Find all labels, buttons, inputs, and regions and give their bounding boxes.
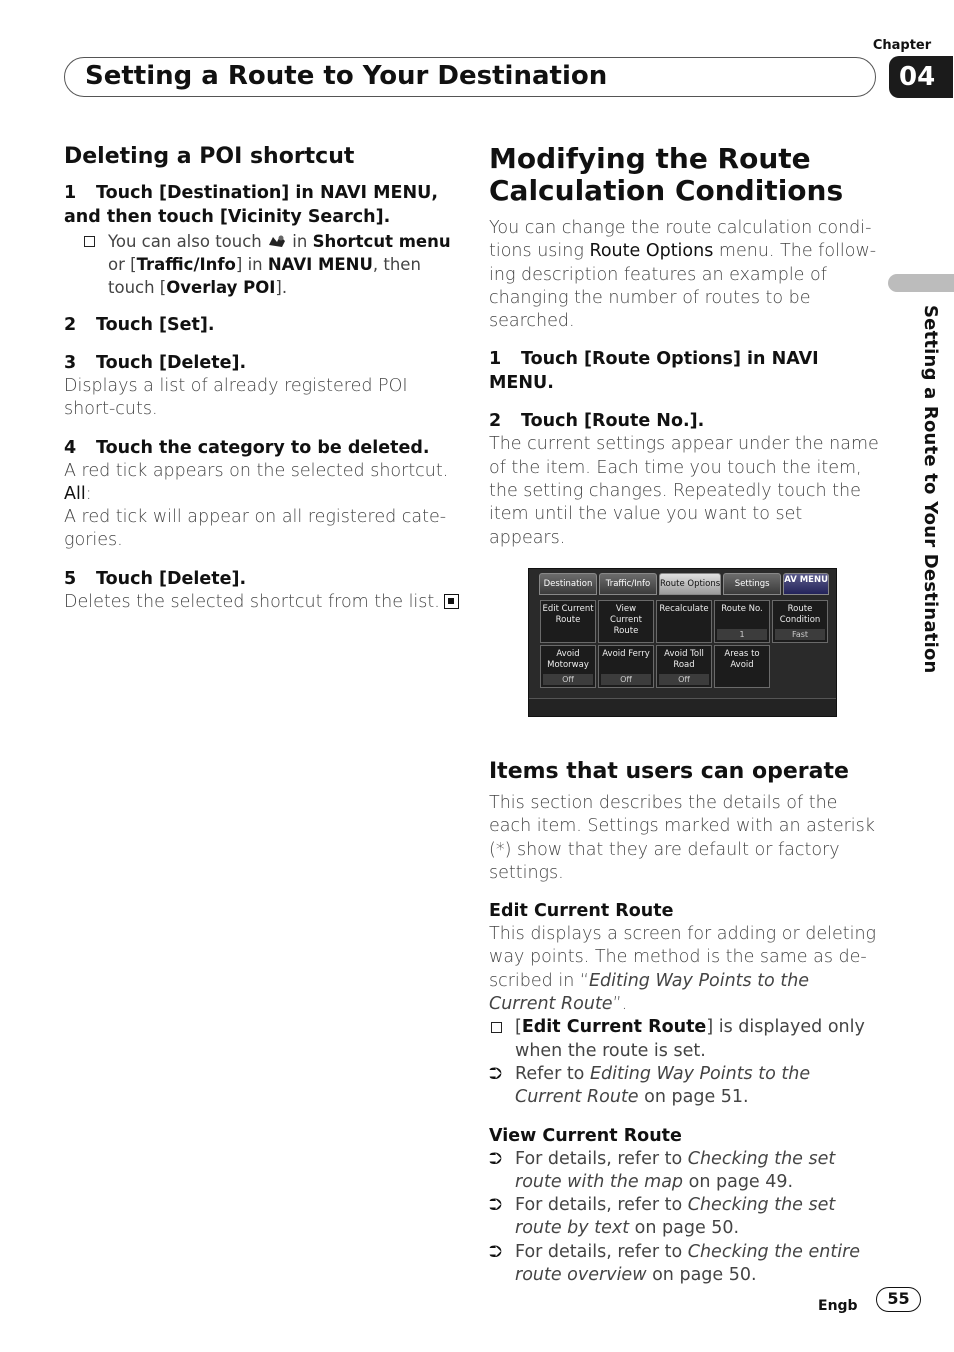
step-5-description-text: Deletes the selected shortcut from the list. (64, 591, 440, 612)
desc-italic-link: Editing Way Points to the Current Route (489, 970, 810, 1015)
desc-text: ”. (612, 994, 628, 1015)
intro-text: menu. The follow-ing description features an example of changing the number of routes to be searched. (489, 241, 877, 332)
step-text: Touch [Delete]. (96, 568, 247, 589)
step-text: Touch [Delete]. (96, 353, 247, 373)
edit-current-route-button[interactable] (540, 600, 596, 643)
section-title-items: Items that users can operate (489, 758, 849, 784)
ref-text: on page 50. (634, 1218, 740, 1239)
cell-value: Off (601, 674, 651, 685)
tab-route-options[interactable]: Route Options (659, 573, 721, 595)
view-route-reference (489, 1194, 879, 1241)
all-option-label: All (64, 483, 86, 504)
chapter-number-badge: 04 (889, 56, 953, 98)
ref-italic-link[interactable]: Editing Way Points to the Current Route (515, 1063, 811, 1108)
note-text: in (292, 232, 308, 251)
section-title-route-conditions: Modifying the Route Calculation Conditions (489, 142, 844, 207)
cell-label: View Current Route (610, 603, 642, 636)
step-number: 1 (64, 183, 77, 203)
language-code: Engb (818, 1298, 858, 1314)
note-text: or [ (108, 255, 137, 274)
tab-av-menu[interactable]: AV MENU (783, 573, 829, 595)
route-step-2 (489, 409, 879, 433)
step-text: Touch [Set]. (96, 315, 215, 335)
step-5-description (64, 591, 464, 614)
note-bold-shortcut-menu: Shortcut menu (312, 232, 451, 251)
reference-arrow-icon: ⮊ (489, 1195, 502, 1216)
ref-italic-link[interactable]: Checking the entire route overview (515, 1241, 861, 1286)
cell-label: Avoid Toll Road (664, 648, 704, 670)
edit-route-reference (489, 1063, 879, 1110)
section-end-icon (444, 594, 459, 609)
route-options-screenshot (528, 568, 837, 717)
note-text: [ (515, 1017, 522, 1038)
cell-label: Route No. (721, 603, 763, 614)
side-tab-marker (888, 274, 954, 292)
cell-value: 1 (717, 629, 767, 640)
cell-value: Fast (775, 629, 825, 640)
step-number: 3 (64, 353, 77, 373)
note-bold-overlay-poi: Overlay POI (166, 278, 276, 297)
left-column (64, 140, 464, 614)
items-description: This section describes the details of the each item. Settings marked with an asterisk (*) show that they are default or factory settings. (489, 792, 875, 883)
step-text: Touch [Route Options] in NAVI MENU. (489, 349, 819, 394)
note-bold: Edit Current Route (521, 1017, 707, 1038)
tab-traffic-info[interactable]: Traffic/Info (599, 573, 657, 595)
step-number: 5 (64, 568, 77, 589)
ref-text: Refer to (515, 1063, 585, 1084)
view-route-reference (489, 1241, 879, 1288)
step-5 (64, 567, 464, 591)
all-option-description: A red tick will appear on all registered cate-gories. (64, 507, 447, 551)
avoid-motorway-button[interactable] (540, 645, 596, 688)
cell-label: Avoid Ferry (602, 648, 650, 659)
note-text: ] in (235, 255, 263, 274)
avoid-ferry-button[interactable] (598, 645, 654, 688)
view-current-route-button[interactable] (598, 600, 654, 643)
cell-label: Areas to Avoid (724, 648, 760, 670)
avoid-toll-road-button[interactable] (656, 645, 712, 688)
step-number: 4 (64, 437, 77, 458)
step-2 (64, 313, 464, 337)
screenshot-bottom-bar (529, 698, 836, 716)
note-bold-navi-menu: NAVI MENU (267, 255, 373, 274)
view-current-route-heading: View Current Route (489, 1125, 682, 1146)
route-step-2-description: The current settings appear under the name of the item. Each time you touch the item, the setting changes. Repeatedly touch the item until the value you want to set appears. (489, 434, 879, 548)
reference-arrow-icon: ⮊ (489, 1063, 502, 1084)
recalculate-button[interactable] (656, 600, 712, 643)
route-step-1 (489, 347, 879, 395)
edit-current-route-heading: Edit Current Route (489, 901, 674, 922)
all-option-colon: : (85, 483, 92, 504)
ref-text: on page 49. (688, 1171, 794, 1192)
step-3-description: Displays a list of already registered POI short-cuts. (64, 376, 408, 420)
page-title-bar (64, 57, 876, 97)
note-checkbox-icon (491, 1022, 502, 1033)
tab-destination[interactable]: Destination (539, 573, 597, 595)
step-4-description: A red tick appears on the selected shortcut. (64, 460, 449, 481)
cell-label: Recalculate (659, 603, 709, 614)
step-4 (64, 436, 464, 460)
step-number: 2 (64, 315, 77, 335)
intro-bold-route-options: Route Options (589, 241, 714, 262)
ref-text: For details, refer to (515, 1241, 683, 1262)
step-text: Touch the category to be deleted. (96, 437, 430, 458)
cell-label: Route Condition (779, 603, 821, 625)
ref-italic-link[interactable]: Checking the set route by text (515, 1195, 836, 1239)
ref-text: For details, refer to (515, 1195, 683, 1216)
areas-to-avoid-button[interactable] (714, 645, 770, 688)
intro-paragraph (489, 217, 879, 333)
step-3 (64, 351, 464, 375)
note-text: ]. (275, 278, 288, 297)
page-number: 55 (876, 1287, 921, 1312)
all-option (64, 483, 464, 506)
desc-text: This displays a screen for adding or deleting way points. The method is the same as de-scribed in “ (489, 924, 877, 991)
step-number: 1 (489, 349, 502, 370)
note-text: ] is displayed only when the route is set. (515, 1017, 865, 1061)
cell-label: Edit Current Route (542, 603, 594, 625)
poi-shortcut-icon (267, 233, 287, 249)
note-text: You can also touch (108, 232, 262, 251)
view-route-reference (489, 1148, 879, 1195)
intro-text: You can change the route calculation condi-tions using (489, 218, 872, 262)
cell-label: Avoid Motorway (547, 648, 589, 670)
ref-text: on page 50. (652, 1265, 757, 1286)
step-1 (64, 181, 464, 229)
ref-text: on page 51. (644, 1087, 749, 1108)
chapter-label: Chapter (872, 38, 932, 53)
note (64, 230, 464, 299)
reference-arrow-icon: ⮊ (489, 1148, 502, 1169)
reference-arrow-icon: ⮊ (489, 1241, 502, 1262)
page-title: Setting a Route to Your Destination (85, 61, 608, 91)
route-no-button[interactable] (714, 600, 770, 643)
note-checkbox-icon (84, 236, 95, 247)
cell-value: Off (543, 674, 593, 685)
screenshot-tab-bar (539, 573, 829, 597)
edit-route-note (489, 1016, 879, 1063)
step-text: Touch [Route No.]. (521, 411, 705, 432)
step-number: 2 (489, 411, 502, 432)
edit-current-route-description (489, 923, 879, 1016)
cell-value: Off (659, 674, 709, 685)
note-bold-traffic-info: Traffic/Info (136, 255, 236, 274)
ref-text: For details, refer to (515, 1148, 683, 1169)
route-condition-button[interactable] (772, 600, 828, 643)
screenshot-button-grid (540, 600, 828, 688)
section-title-delete-poi: Deleting a POI shortcut (64, 144, 355, 169)
side-chapter-label: Setting a Route to Your Destination (920, 305, 941, 674)
ref-italic-link[interactable]: Checking the set route with the map (515, 1148, 836, 1192)
empty-cell (772, 645, 828, 688)
note-text: , then touch [ (108, 255, 421, 297)
tab-settings[interactable]: Settings (723, 573, 781, 595)
right-column (489, 140, 879, 1287)
step-text: Touch [Destination] in NAVI MENU, and then touch [Vicinity Search]. (64, 183, 438, 227)
